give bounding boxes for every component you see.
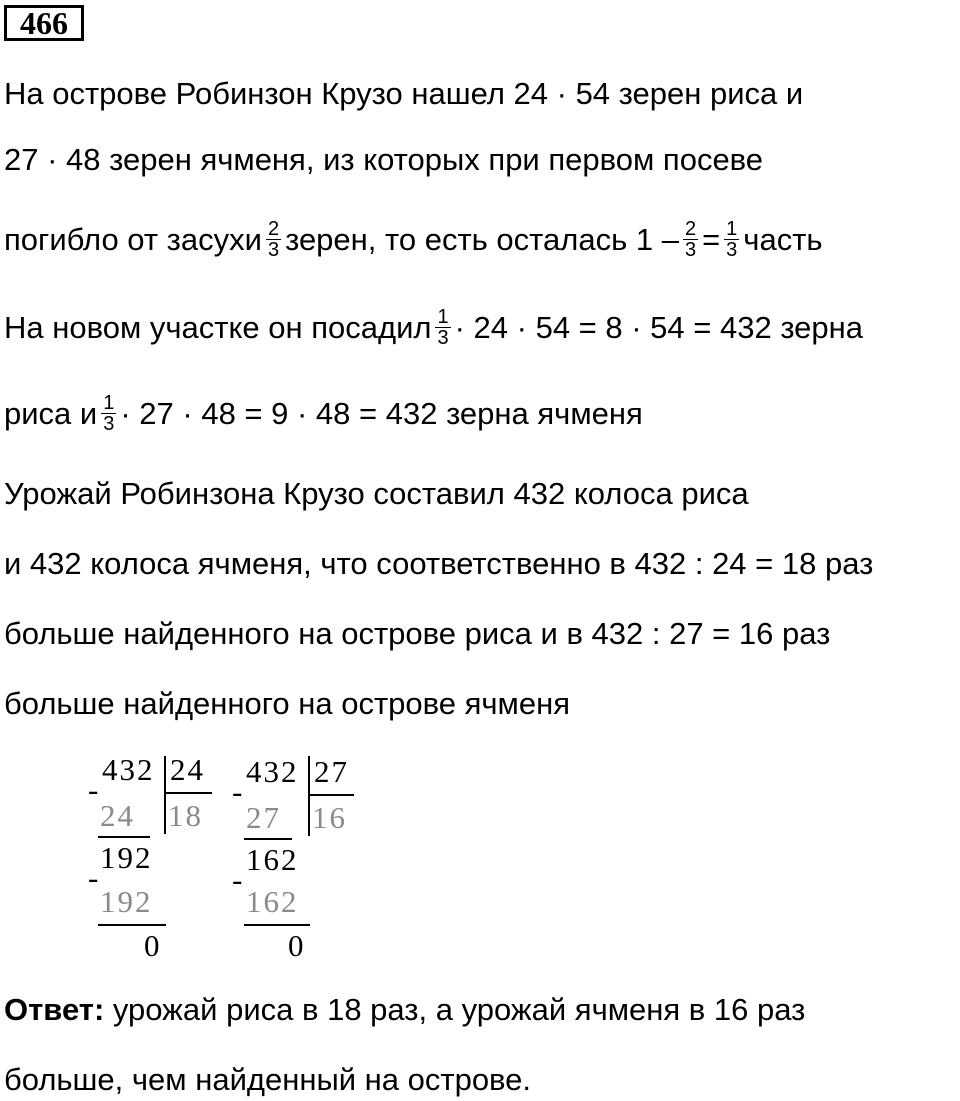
fraction xyxy=(683,219,698,260)
dividend: 432 xyxy=(102,752,155,787)
text-segment: На новом участке он посадил xyxy=(4,310,432,345)
answer-line-2 xyxy=(4,1060,531,1100)
remainder: 0 xyxy=(144,928,162,963)
minus-sign: - xyxy=(232,774,245,809)
fraction xyxy=(266,219,281,260)
subtrahend: 192 xyxy=(100,884,153,919)
solution-line xyxy=(4,394,643,436)
minus-sign: - xyxy=(88,772,101,807)
text-segment: = xyxy=(702,222,721,257)
text-segment: и 432 колоса ячменя, что соответственно в 432 : 24 = 18 раз xyxy=(4,546,874,581)
text-segment: часть xyxy=(743,222,823,257)
text-segment: На острове Робинзон Крузо нашел 24 · 54 зерен риса и xyxy=(4,76,804,111)
dividend: 432 xyxy=(246,754,299,789)
fraction-numerator: 1 xyxy=(437,306,449,329)
text-segment: больше найденного на острове риса и в 432 : 27 = 16 раз xyxy=(4,616,831,651)
partial-remainder: 162 xyxy=(246,842,299,877)
fraction-denominator: 3 xyxy=(103,413,115,436)
solution-line xyxy=(4,140,763,180)
fraction-denominator: 3 xyxy=(726,239,738,262)
fraction-numerator: 1 xyxy=(103,392,115,415)
solution-line xyxy=(4,308,863,350)
subtrahend: 27 xyxy=(246,800,281,835)
text-segment: погибло от засухи xyxy=(4,222,262,257)
text-segment: зерен, то есть осталась 1 – xyxy=(285,222,679,257)
text-segment: больше найденного на острове ячменя xyxy=(4,686,571,721)
subtrahend: 24 xyxy=(100,798,135,833)
fraction-denominator: 3 xyxy=(437,327,449,350)
fraction-denominator: 3 xyxy=(267,239,280,262)
text-segment: · 24 · 54 = 8 · 54 = 432 зерна xyxy=(454,310,864,345)
solution-line xyxy=(4,74,803,114)
answer-text: урожай риса в 18 раз, а урожай ячменя в 16 раз xyxy=(104,992,806,1027)
text-segment: Урожай Робинзона Крузо составил 432 колоса риса xyxy=(4,476,749,511)
subtrahend: 162 xyxy=(246,884,299,919)
fraction-numerator: 2 xyxy=(684,218,697,241)
text-segment: · 27 · 48 = 9 · 48 = 432 зерна ячменя xyxy=(120,396,643,431)
quotient: 16 xyxy=(312,800,347,835)
task-number: 466 xyxy=(4,5,84,41)
fraction xyxy=(724,219,739,260)
fraction-numerator: 1 xyxy=(726,218,738,241)
answer-line-1 xyxy=(4,990,805,1030)
divisor: 27 xyxy=(314,754,349,789)
solution-line xyxy=(4,474,749,514)
remainder: 0 xyxy=(288,928,306,963)
fraction xyxy=(435,307,450,348)
fraction-denominator: 3 xyxy=(684,239,697,262)
solution-line xyxy=(4,614,830,654)
text-segment: риса и xyxy=(4,396,98,431)
answer-text: больше, чем найденный на острове. xyxy=(4,1062,532,1097)
quotient: 18 xyxy=(168,798,203,833)
partial-remainder: 192 xyxy=(100,840,153,875)
answer-label: Ответ: xyxy=(4,992,105,1027)
fraction-numerator: 2 xyxy=(267,218,280,241)
divisor: 24 xyxy=(170,752,205,787)
minus-sign: - xyxy=(88,860,101,895)
solution-line xyxy=(4,684,570,724)
fraction xyxy=(101,393,116,434)
solution-line xyxy=(4,220,823,262)
minus-sign: - xyxy=(232,862,245,897)
text-segment: 27 · 48 зерен ячменя, из которых при первом посеве xyxy=(4,142,764,177)
solution-line xyxy=(4,544,873,584)
